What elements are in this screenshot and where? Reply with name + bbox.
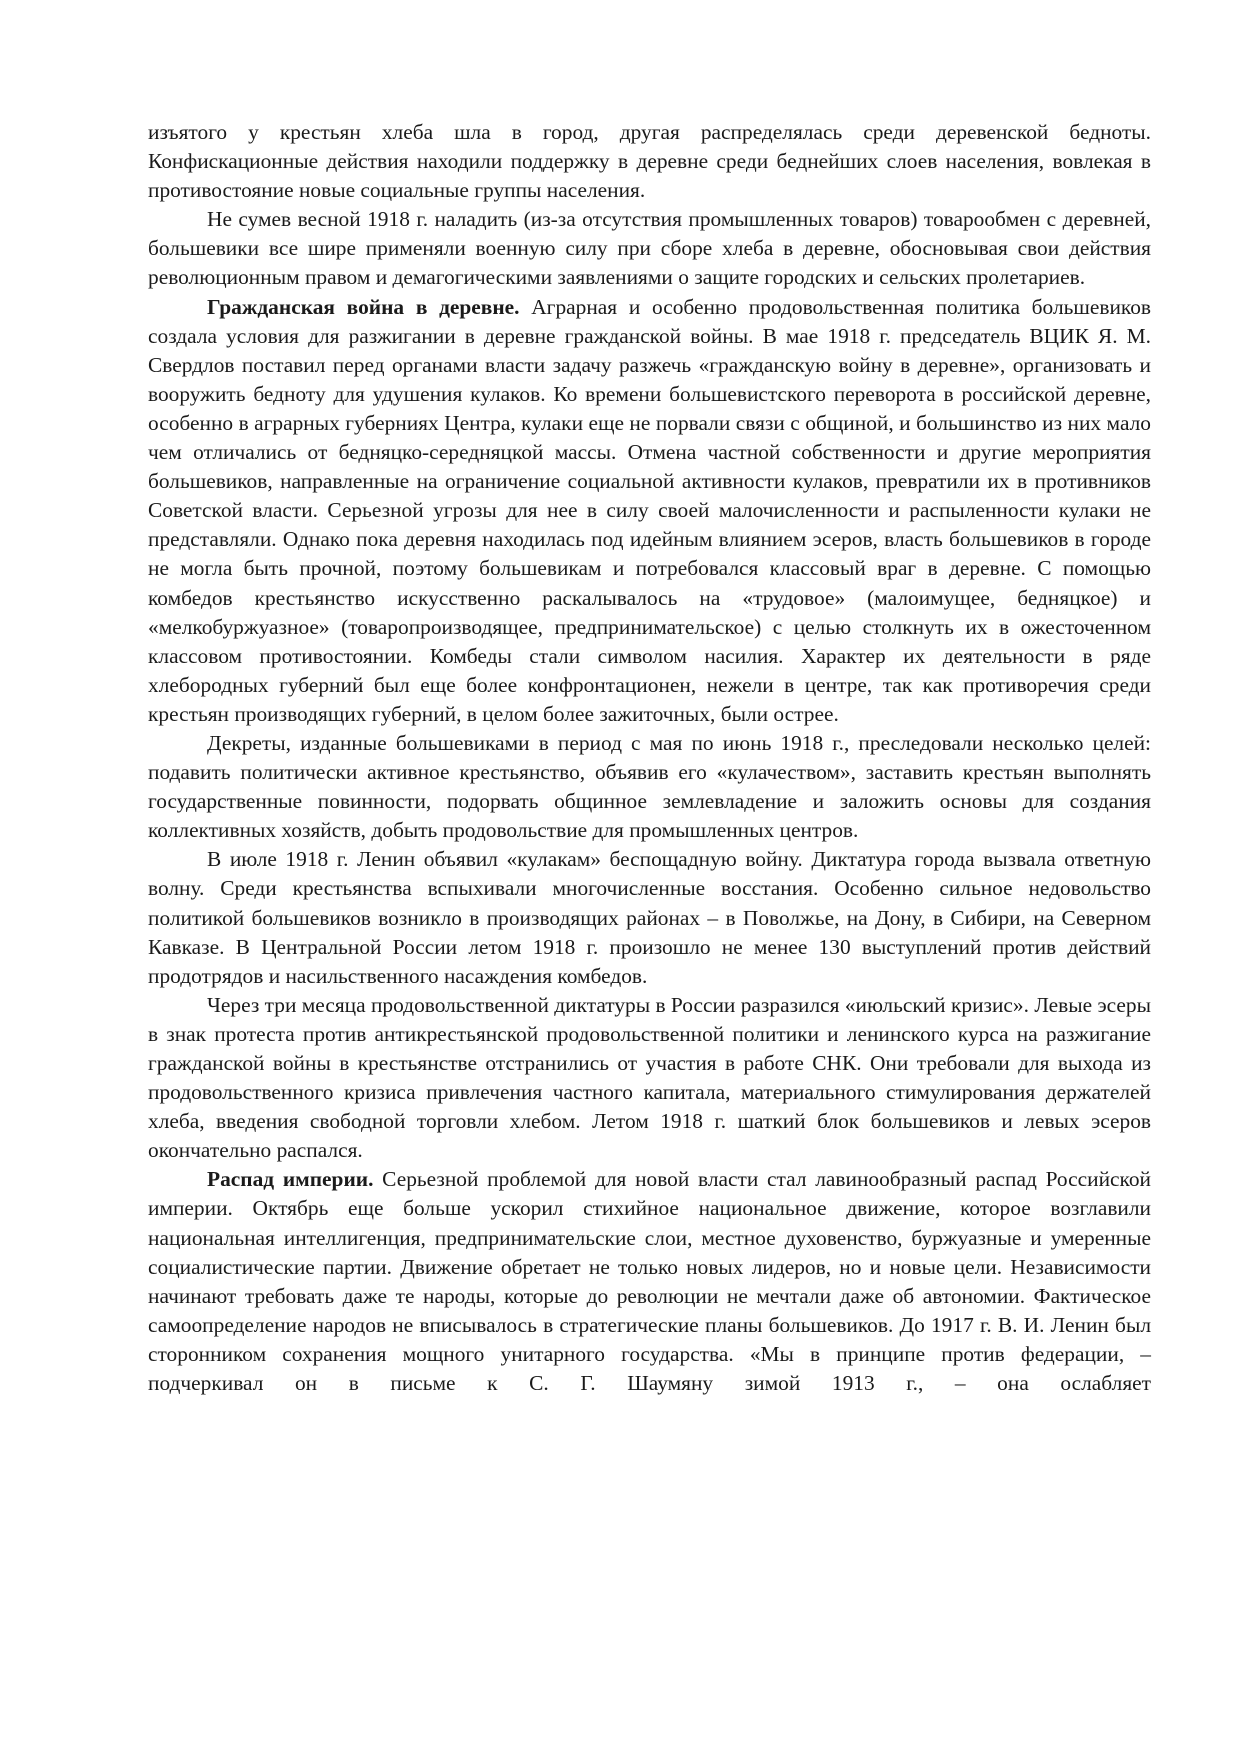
paragraph-text: В июле 1918 г. Ленин объявил «кулакам» беспощадную войну. Диктатура города вызвала ответную волну. Среди крестьянства вспыхивали многочисленные восстания. Особенно сильное недовольство политикой большевиков возникло в производящих районах – в Поволжье, на Дону, в Сибири, на Северном Кавказе. В Центральной России летом 1918 г. произошло не менее 130 выступлений против действий продотрядов и насильственного насаждения комбедов. (148, 847, 1151, 988)
paragraph-1 (148, 118, 1151, 205)
section-heading: Распад империи. (207, 1167, 374, 1192)
paragraph-text: Аграрная и особенно продовольственная политика большевиков создала условия для разжигании в деревне гражданской войны. В мае 1918 г. председатель ВЦИК Я. М. Свердлов поставил перед органами власти задачу разжечь «гражданскую войну в деревне», организовать и вооружить бедноту для удушения кулаков. Ко времени большевистского переворота в российской деревне, особенно в аграрных губерниях Центра, кулаки еще не порвали связи с общиной, и большинство из них мало чем отличались от бедняцко-середняцкой массы. Отмена частной собственности и другие мероприятия большевиков, направленные на ограничение социальной активности кулаков, превратили их в противников Советской власти. Серьезной угрозы для нее в силу своей малочисленности и распыленности кулаки не представляли. Однако пока деревня находилась под идейным влиянием эсеров, власть большевиков в городе не могла быть прочной, поэтому большевикам и потребовался классовый враг в деревне. С помощью комбедов крестьянство искусственно раскалывалось на «трудовое» (малоимущее, бедняцкое) и «мелкобуржуазное» (товаропроизводящее, предпринимательское) с целью столкнуть их в ожесточенном классовом противостоянии. Комбеды стали символом насилия. Характер их деятельности в ряде хлебородных губерний был еще более конфронтационен, нежели в центре, так как противоречия среди крестьян производящих губерний, в целом более зажиточных, были острее. (148, 294, 1151, 726)
paragraph-civil-war-in-village (148, 293, 1151, 729)
paragraph-empire-collapse (148, 1165, 1151, 1398)
paragraph-text: изъятого у крестьян хлеба шла в город, другая распределялась среди деревенской бедноты. Конфискационные действия находили поддержку в деревне среди беднейших слоев населения, вовлекая в противостояние новые социальные группы населения. (148, 120, 1151, 203)
paragraph-text: Через три месяца продовольственной диктатуры в России разразился «июльский кризис». Левые эсеры в знак протеста против антикрестьянской продовольственной политики и ленинского курса на разжигание гражданской войны в крестьянстве отстранились от участия в работе СНК. Они требовали для выхода из продовольственного кризиса привлечения частного капитала, материального стимулирования держателей хлеба, введения свободной торговли хлебом. Летом 1918 г. шаткий блок большевиков и левых эсеров окончательно распался. (148, 992, 1151, 1163)
section-heading: Гражданская война в деревне. (207, 294, 520, 319)
paragraph-5 (148, 845, 1151, 990)
paragraph-2 (148, 205, 1151, 292)
paragraph-text: Не сумев весной 1918 г. наладить (из-за отсутствия промышленных товаров) товарообмен с деревней, большевики все шире применяли военную силу при сборе хлеба в деревне, обосновывая свои действия революционным правом и демагогическими заявлениями о защите городских и сельских пролетариев. (148, 207, 1151, 290)
paragraph-text: Декреты, изданные большевиками в период с мая по июнь 1918 г., преследовали несколько целей: подавить политически активное крестьянство, объявив его «кулачеством», заставить крестьян выполнять государственные повинности, подорвать общинное землевладение и заложить основы для создания коллективных хозяйств, добыть продовольствие для промышленных центров. (148, 730, 1151, 843)
paragraph-4 (148, 729, 1151, 845)
paragraph-6 (148, 991, 1151, 1166)
paragraph-text: Серьезной проблемой для новой власти стал лавинообразный распад Российской империи. Октябрь еще больше ускорил стихийное национальное движение, которое возглавили национальная интеллигенция, предпринимательские слои, местное духовенство, буржуазные и умеренные социалистические партии. Движение обретает не только новых лидеров, но и новые цели. Независимости начинают требовать даже те народы, которые до революции не мечтали даже об автономии. Фактическое самоопределение народов не вписывалось в стратегические планы большевиков. До 1917 г. В. И. Ленин был сторонником сохранения мощного унитарного государства. «Мы в принципе против федерации, – подчеркивал он в письме к С. Г. Шаумяну зимой 1913 г., – она ослабляет (148, 1167, 1151, 1396)
document-page (148, 118, 1151, 1398)
